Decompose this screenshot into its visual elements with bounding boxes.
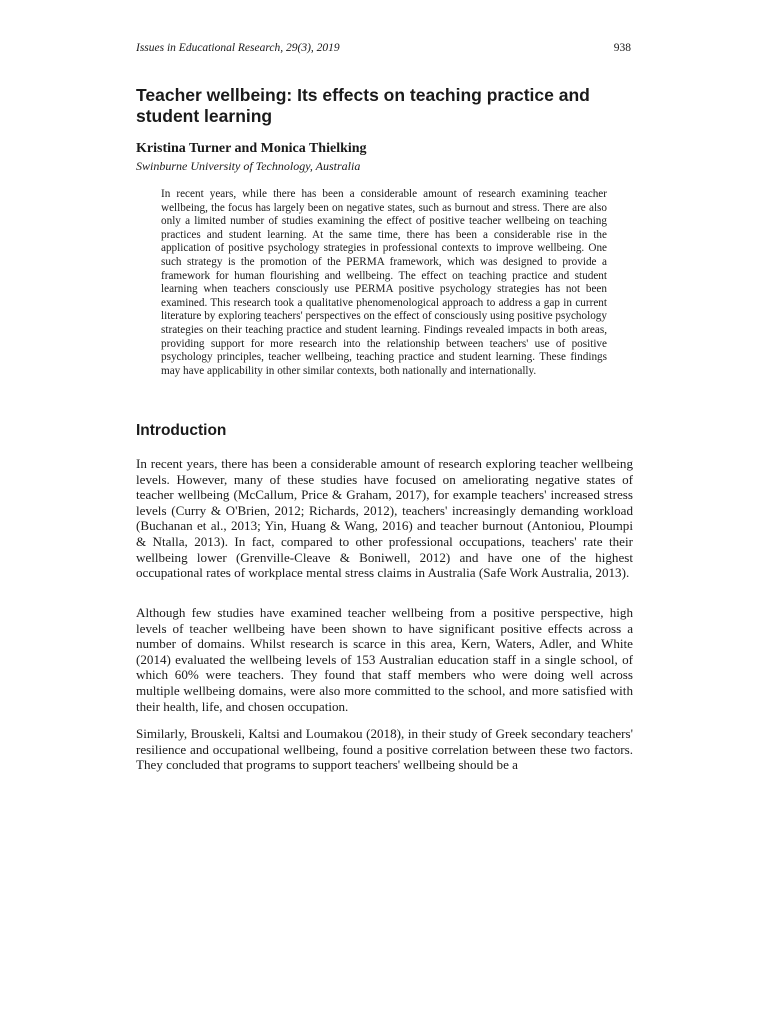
page-number: 938 xyxy=(613,42,631,54)
running-header xyxy=(136,42,631,54)
section-heading-introduction: Introduction xyxy=(136,422,227,439)
author-names: Kristina Turner and Monica Thielking xyxy=(136,141,367,156)
author-affiliation: Swinburne University of Technology, Australia xyxy=(136,159,361,173)
journal-citation: Issues in Educational Research, 29(3), 2019 xyxy=(136,42,340,54)
body-paragraph: Although few studies have examined teacher wellbeing from a positive perspective, high levels of teacher wellbeing have been shown to have significant positive effects across a number of domains. Whilst research is scarce in this area, Kern, Waters, Adler, and White (2014) evaluated the wellbeing levels of 153 Australian education staff in a single school, of which 60% were teachers. They found that staff members who were doing well across multiple wellbeing domains, were also more committed to the school, and more satisfied with their health, life, and chosen occupation. xyxy=(136,605,633,714)
body-paragraph: In recent years, there has been a considerable amount of research exploring teacher wellbeing levels. However, many of these studies have focused on ameliorating negative states of teacher wellbeing (McCallum, Price & Graham, 2017), for example teachers' increased stress levels (Curry & O'Brien, 2012; Richards, 2012), teachers' increasingly demanding workload (Buchanan et al., 2013; Yin, Huang & Wang, 2016) and teacher burnout (Antoniou, Ploumpi & Ntalla, 2013). In fact, compared to other professional occupations, teachers' rate their wellbeing lower (Grenville-Cleave & Boniwell, 2012) and have one of the highest occupational rates of workplace mental stress claims in Australia (Safe Work Australia, 2013). xyxy=(136,456,633,581)
body-paragraph: Similarly, Brouskeli, Kaltsi and Loumakou (2018), in their study of Greek secondary teachers' resilience and occupational wellbeing, found a positive correlation between these two factors. They concluded that programs to support teachers' wellbeing should be a xyxy=(136,726,633,773)
article-title: Teacher wellbeing: Its effects on teaching practice and student learning xyxy=(136,85,590,126)
abstract: In recent years, while there has been a considerable amount of research examining teacher wellbeing, the focus has largely been on negative states, such as burnout and stress. There are also only a limited number of studies examining the effect of positive teacher wellbeing on teaching practices and student learning. At the same time, there has been a considerable rise in the application of positive psychology strategies in professional contexts to improve wellbeing. One such strategy is the promotion of the PERMA framework, which was designed to provide a framework for human flourishing and wellbeing. The effect on teaching practice and student learning when teachers consciously use PERMA positive psychology strategies has not been examined. This research took a qualitative phenomenological approach to address a gap in current literature by exploring teachers' perspectives on the effect of consciously using positive psychology strategies on their teaching practice and student learning. Findings revealed impacts in both areas, providing support for more research into the relationship between teachers' use of positive psychology principles, teacher wellbeing, teaching practice and student learning. These findings may have applicability in other similar contexts, both nationally and internationally. xyxy=(161,188,607,377)
